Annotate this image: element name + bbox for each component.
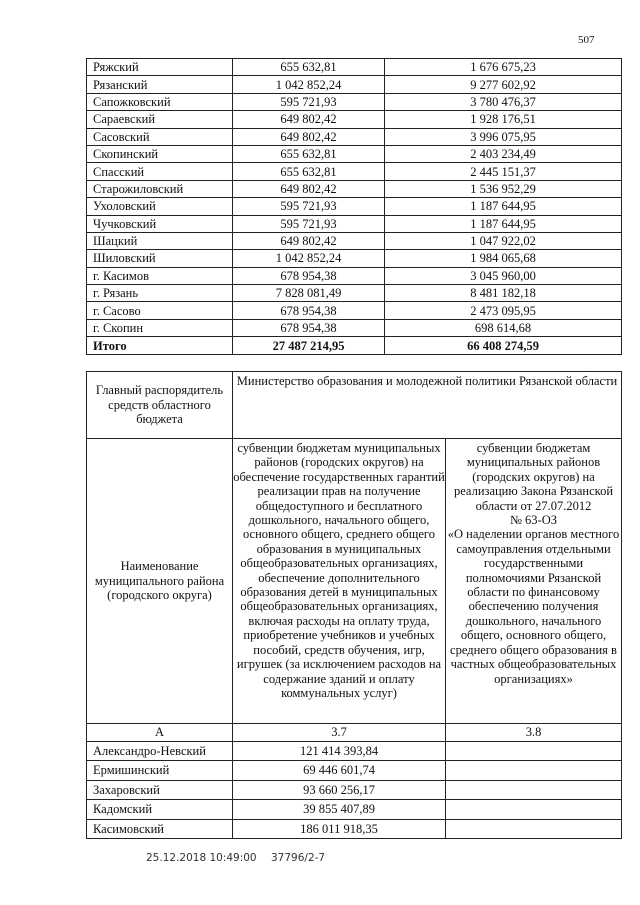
amount-2: 3 996 075,95: [385, 128, 622, 145]
amount-1: 121 414 393,84: [233, 742, 446, 761]
ministry-name: Министерство образования и молодежной политики Рязанской области: [233, 372, 622, 439]
amount-2: 2 403 234,49: [385, 145, 622, 162]
municipality-name: Шацкий: [87, 232, 233, 249]
subvention-column-1-description: субвенции бюджетам муниципальных районов (городских округов) на обеспечение государственных гарантий реализации прав на получение общедоступного и бесплатного дошкольного, начального общего, основного общего, среднего общего образования в муниципальных общеобразовательных организациях, обеспечение дополнительного образования детей в муниципальных общеобразовательных организациях, включая расходы на оплату труда, приобретение учебников и учебных пособий, средств обучения, игр, игрушек (за исключением расходов на содержание зданий и оплату коммунальных услуг): [233, 439, 446, 724]
col2-desc-part3: «О наделении органов местного самоуправления отдельными государственными полномочиями Рязанской области по финансовому обеспечению получения дошкольного, начального общего, основного общего, среднего общего образования в частных общеобразовательных организациях»: [447, 527, 620, 686]
amount-2: 1 928 176,51: [385, 111, 622, 128]
total-value-2: 66 408 274,59: [385, 337, 622, 355]
amount-1: 649 802,42: [233, 128, 385, 145]
municipality-name: Спасский: [87, 163, 233, 180]
amount-1: 678 954,38: [233, 267, 385, 284]
amount-2: 2 445 151,37: [385, 163, 622, 180]
table-row: [87, 819, 622, 838]
index-3-8: 3.8: [446, 724, 622, 742]
municipality-name: Сасовский: [87, 128, 233, 145]
subvention-column-2-description: [446, 439, 622, 724]
amount-1: 1 042 852,24: [233, 76, 385, 93]
amount-2: 1 536 952,29: [385, 180, 622, 197]
table-row: [87, 198, 622, 215]
amount-1: 649 802,42: [233, 180, 385, 197]
municipality-name: Александро-Невский: [87, 742, 233, 761]
amount-2: [446, 742, 622, 761]
col2-desc-part1: субвенции бюджетам муниципальных районов (городских округов) на реализацию Закона Рязанской области от 27.07.2012: [453, 441, 614, 513]
municipality-name: г. Рязань: [87, 285, 233, 302]
municipality-name: Старожиловский: [87, 180, 233, 197]
amount-1: 595 721,93: [233, 215, 385, 232]
table-row: [87, 742, 622, 761]
header-row-ministry: [87, 372, 622, 439]
municipality-name: Шиловский: [87, 250, 233, 267]
table-row: [87, 267, 622, 284]
table-row: [87, 319, 622, 336]
col2-desc-law-number: № 63-ОЗ: [509, 513, 557, 528]
table-row: [87, 250, 622, 267]
municipality-name: г. Сасово: [87, 302, 233, 319]
table-row: [87, 780, 622, 799]
amount-2: 3 045 960,00: [385, 267, 622, 284]
total-label: Итого: [87, 337, 233, 355]
amount-2: 1 676 675,23: [385, 59, 622, 76]
table-row: [87, 215, 622, 232]
amount-2: [446, 761, 622, 780]
header-row-columns: [87, 439, 622, 724]
municipality-name: Ухоловский: [87, 198, 233, 215]
amount-2: 1 187 644,95: [385, 198, 622, 215]
municipality-name: Сараевский: [87, 111, 233, 128]
municipality-column-label: Наименование муниципального района (городского округа): [87, 439, 233, 724]
amount-1: 655 632,81: [233, 163, 385, 180]
table-row: [87, 59, 622, 76]
column-index-row: [87, 724, 622, 742]
chief-administrator-label: Главный распорядитель средств областного бюджета: [87, 372, 233, 439]
footer-doc-id: 37796/2-7: [271, 852, 326, 864]
municipality-name: Рязанский: [87, 76, 233, 93]
table-row: [87, 180, 622, 197]
amount-1: 595 721,93: [233, 93, 385, 110]
amount-2: 1 984 065,68: [385, 250, 622, 267]
index-a: А: [87, 724, 233, 742]
table-row: [87, 800, 622, 819]
amount-2: 1 187 644,95: [385, 215, 622, 232]
amount-1: 655 632,81: [233, 145, 385, 162]
total-row: [87, 337, 622, 355]
amount-1: 1 042 852,24: [233, 250, 385, 267]
municipality-name: Скопинский: [87, 145, 233, 162]
amount-1: 93 660 256,17: [233, 780, 446, 799]
total-value-1: 27 487 214,95: [233, 337, 385, 355]
municipality-name: Ермишинский: [87, 761, 233, 780]
amount-2: 1 047 922,02: [385, 232, 622, 249]
amount-1: 678 954,38: [233, 319, 385, 336]
table-row: [87, 145, 622, 162]
amount-2: 8 481 182,18: [385, 285, 622, 302]
municipality-name: г. Скопин: [87, 319, 233, 336]
amount-2: 3 780 476,37: [385, 93, 622, 110]
table-row: [87, 93, 622, 110]
municipality-name: Захаровский: [87, 780, 233, 799]
amount-1: 678 954,38: [233, 302, 385, 319]
page-number: 507: [578, 34, 595, 46]
amount-1: 649 802,42: [233, 111, 385, 128]
municipality-name: Кадомский: [87, 800, 233, 819]
amount-1: 649 802,42: [233, 232, 385, 249]
table-row: [87, 285, 622, 302]
table-row: [87, 232, 622, 249]
amount-2: 9 277 602,92: [385, 76, 622, 93]
amount-2: [446, 800, 622, 819]
table-row: [87, 128, 622, 145]
amount-1: 7 828 081,49: [233, 285, 385, 302]
amount-1: 186 011 918,35: [233, 819, 446, 838]
amount-1: 39 855 407,89: [233, 800, 446, 819]
table-row: [87, 761, 622, 780]
amount-1: 595 721,93: [233, 198, 385, 215]
index-3-7: 3.7: [233, 724, 446, 742]
footer-datetime: 25.12.2018 10:49:00: [146, 852, 257, 864]
table-row: [87, 302, 622, 319]
amount-2: [446, 819, 622, 838]
table-row: [87, 111, 622, 128]
table-row: [87, 76, 622, 93]
municipality-name: Ряжский: [87, 59, 233, 76]
amount-2: [446, 780, 622, 799]
municipality-name: Касимовский: [87, 819, 233, 838]
municipality-name: г. Касимов: [87, 267, 233, 284]
table-row: [87, 163, 622, 180]
amount-1: 69 446 601,74: [233, 761, 446, 780]
budget-table-bottom: [86, 371, 622, 839]
amount-2: 698 614,68: [385, 319, 622, 336]
amount-2: 2 473 095,95: [385, 302, 622, 319]
municipality-name: Чучковский: [87, 215, 233, 232]
amount-1: 655 632,81: [233, 59, 385, 76]
municipality-name: Сапожковский: [87, 93, 233, 110]
budget-table-top: [86, 58, 622, 355]
